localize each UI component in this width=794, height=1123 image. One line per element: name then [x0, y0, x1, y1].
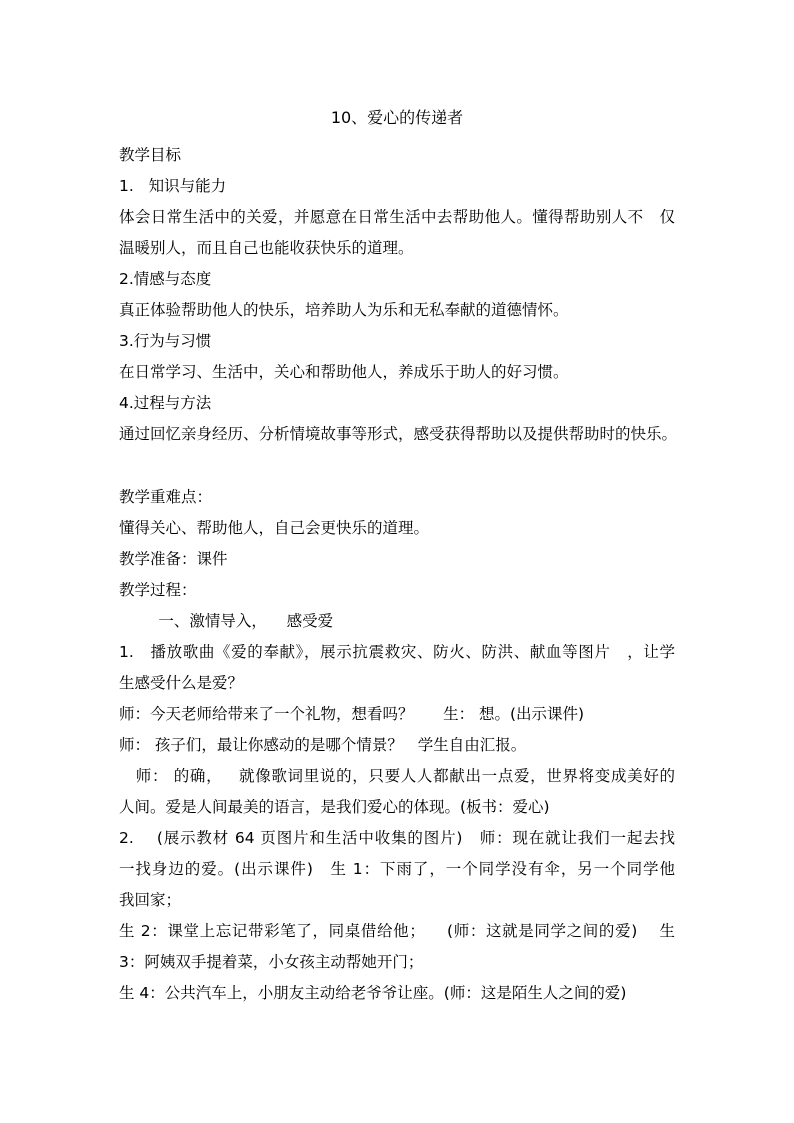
dialogue-line: 师：今天老师给带来了一个礼物，想看吗？ 生： 想。(出示课件): [119, 705, 585, 723]
paragraph-line: 在日常学习、生活中，关心和帮助他人，养成乐于助人的好习惯。: [119, 363, 569, 381]
section-heading-objectives: 教学目标: [119, 146, 182, 164]
section-heading-process: 教学过程：: [119, 581, 197, 599]
paragraph-line: 我回家；: [119, 891, 182, 909]
paragraph-line: 真正体验帮助他人的快乐，培养助人为乐和无私奉献的道德情怀。: [119, 301, 569, 319]
dialogue-line: 师： 的确， 就像歌词里说的，只要人人都献出一点爱，世界将变成美好的: [119, 767, 675, 785]
paragraph-line: 通过回忆亲身经历、分析情境故事等形式，感受获得帮助以及提供帮助时的快乐。: [119, 425, 678, 443]
subheading-emotion: 2.情感与态度: [119, 270, 212, 288]
subheading-knowledge: 1. 知识与能力: [119, 177, 227, 195]
section-heading-key-points: 教学重难点：: [119, 488, 213, 506]
paragraph-line: 2. (展示教材 64 页图片和生活中收集的图片) 师：现在就让我们一起去找: [119, 829, 675, 847]
paragraph-line: 懂得关心、帮助他人，自己会更快乐的道理。: [119, 519, 430, 537]
paragraph-line: 1. 播放歌曲《爱的奉献》，展示抗震救灾、防火、防洪、献血等图片 ，让学: [119, 643, 675, 661]
subheading-process: 4.过程与方法: [119, 394, 212, 412]
paragraph-line: 体会日常生活中的关爱，并愿意在日常生活中去帮助他人。懂得帮助别人不 仅: [119, 208, 675, 226]
paragraph-line: 人间。爱是人间最美的语言，是我们爱心的体现。(板书：爱心): [119, 798, 550, 816]
dialogue-line: 生 4：公共汽车上，小朋友主动给老爷爷让座。(师：这是陌生人之间的爱): [119, 984, 627, 1002]
paragraph-line: 生感受什么是爱？: [119, 674, 244, 692]
paragraph-line: 一找身边的爱。(出示课件) 生 1：下雨了，一个同学没有伞，另一个同学他: [119, 860, 675, 878]
dialogue-line: 生 2：课堂上忘记带彩笔了，同桌借给他； (师：这就是同学之间的爱) 生: [119, 922, 675, 940]
paragraph-line: 温暖别人，而且自己也能收获快乐的道理。: [119, 239, 414, 257]
section-heading-preparation: 教学准备：课件: [119, 550, 228, 568]
step-heading: 一、激情导入， 感受爱: [119, 612, 334, 630]
dialogue-line: 师： 孩子们，最让你感动的是哪个情景？ 学生自由汇报。: [119, 736, 527, 754]
subheading-behavior: 3.行为与习惯: [119, 332, 212, 350]
paragraph-line: 3：阿姨双手提着菜，小女孩主动帮她开门；: [119, 953, 424, 971]
document-title: 10、爱心的传递者: [330, 108, 464, 127]
